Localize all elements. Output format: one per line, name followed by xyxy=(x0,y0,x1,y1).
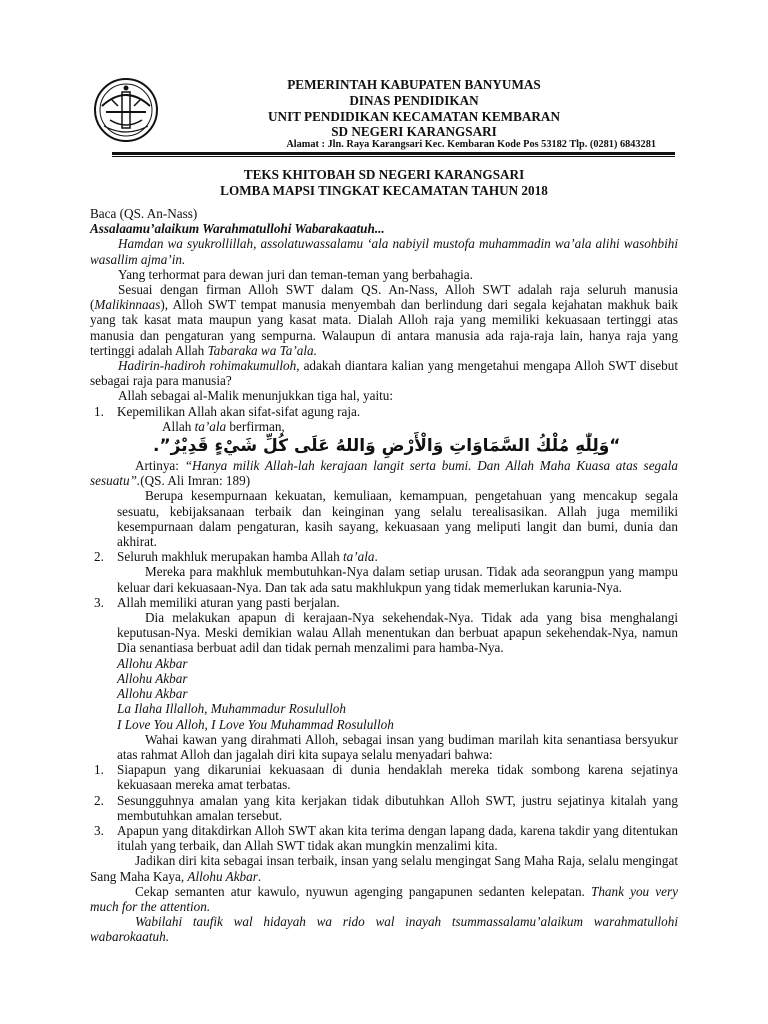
firman-intro-b: berfirman, xyxy=(226,418,285,434)
al-malik-points xyxy=(90,404,678,732)
salutation: Yang terhormat para dewan juri dan teman-teman yang berbahagia. xyxy=(118,266,473,282)
letterhead-address: Alamat : Jln. Raya Karangsari Kec. Kembaran Kode Pos 53182 Tlp. (0281) 6843281 xyxy=(286,139,656,150)
list-item-text: Apapun yang ditakdirkan Alloh SWT akan kita terima dengan lapang dada, karena takdir yang ditentukan itulah yang terbaik, dan Allah SWT tidak akan mungkin menzalimi kita. xyxy=(117,822,678,854)
translation-label: Artinya: xyxy=(135,458,185,474)
hadirin-question: , adakah diantara kalian yang mengetahui mengapa Alloh SWT disebut sebagai raja para manusia? xyxy=(90,358,678,389)
list-number: 1. xyxy=(94,403,104,419)
point-heading-term: ta’ala xyxy=(342,549,375,565)
list-number: 3. xyxy=(94,594,104,610)
arabic-verse xyxy=(117,434,678,458)
list-number: 2. xyxy=(94,549,104,565)
closing-javanese: Cekap semanten atur kawulo, nyuwun agenging pangapunen sedanten kelepatan. xyxy=(135,883,591,899)
jadikan-text-b: . xyxy=(257,868,262,884)
title-line-2: LOMBA MAPSI TINGKAT KECAMATAN TAHUN 2018 xyxy=(220,182,548,198)
point-heading-a: Seluruh makhluk merupakan hamba Allah xyxy=(117,549,343,565)
firman-intro-term: ta’ala xyxy=(194,418,227,434)
paragraph-firman xyxy=(90,282,678,358)
document-title xyxy=(90,167,678,198)
verse-translation xyxy=(90,458,678,488)
letterhead-divider xyxy=(112,152,675,157)
firman-intro xyxy=(117,419,678,434)
list-item xyxy=(90,762,678,792)
opening-greeting: Assalaamu’alaikum Warahmatullohi Wabarakaatuh... xyxy=(90,221,385,237)
title-line-1: TEKS KHITOBAH SD NEGERI KARANGSARI xyxy=(243,167,525,182)
point-heading: Allah memiliki aturan yang pasti berjalan. xyxy=(117,594,340,610)
list-number: 3. xyxy=(94,822,104,838)
takbir-line-3: Allohu Akbar xyxy=(117,686,188,702)
list-item xyxy=(90,549,678,595)
list-item xyxy=(90,793,678,823)
translation-source: (QS. Ali Imran: 189) xyxy=(140,473,251,489)
list-item xyxy=(90,823,678,853)
speech-body xyxy=(90,206,678,945)
hadirin-address: Hadirin-hadiroh rohimakumulloh xyxy=(118,358,297,374)
point-explanation: Dia melakukan apapun di kerajaan-Nya sekehendak-Nya. Tidak ada yang bisa menghalangi keputusan-Nya. Meski demikian walau Allah menentukan dan berbuat apapun sekehendak-Nya, namun Dia senantiasa berbuat adil dan tidak pernah menzalimi para hamba-Nya. xyxy=(117,610,678,656)
translation-text: “Hanya milik Allah-lah kerajaan langit serta bumi. Dan Allah Maha Kuasa atas segala sesuatu”. xyxy=(90,458,678,489)
paragraph-firman-term: Malikinnaas xyxy=(94,297,161,313)
point-heading: Kepemilikan Allah akan sifat-sifat agung raja. xyxy=(117,403,361,419)
paragraph-wahai: Wahai kawan yang dirahmati Alloh, sebagai insan yang budiman marilah kita senantiasa bersyukur atas rahmat Alloh dan jagalah diri kita supaya selalu menyadari bahwa: xyxy=(117,731,678,762)
paragraph-firman-term-2: Tabaraka wa Ta’ala. xyxy=(207,342,317,358)
point-heading-b: . xyxy=(374,549,378,565)
list-number: 1. xyxy=(94,762,104,778)
firman-intro-a: Allah xyxy=(162,418,195,434)
point-explanation: Berupa kesempurnaan kekuatan, kemuliaan, kemampuan, pengetahuan yang mencakup segala sesuatu, kebijaksanaan terbaik dan keinginan yang selalu terealisasikan. Allah juga memiliki kesempurnaan dalam pengaturan, kasih sayang, kekuasaan yang meliputi langit dan bumi, dunia dan akhirat. xyxy=(117,488,678,550)
jadikan-takbir: Allohu Akbar xyxy=(187,868,258,884)
paragraph-al-malik: Allah sebagai al-Malik menunjukkan tiga hal, yaitu: xyxy=(118,388,394,404)
letterhead-line-4: SD NEGERI KARANGSARI xyxy=(331,124,497,140)
paragraph-firman-text-b: ), Alloh SWT tempat manusia menyembah dan berlindung dari segala kejahatan makhuk baik yang tak kasat mata maupun yang kasat mata. Dialah Alloh raja yang memiliki kekuasaan tertinggi atas manusia dan pengaturan yang sempurna. Walaupun di antara manusia ada raja-raja lain, hanya raja yang tertinggi adalah Allah xyxy=(90,297,678,358)
takbir-line-1: Allohu Akbar xyxy=(117,655,188,671)
reading-reference: Baca (QS. An-Nass) xyxy=(90,206,198,221)
document-page xyxy=(90,0,678,1024)
list-item xyxy=(90,404,678,550)
paragraph-firman-text-a: Sesuai dengan firman Alloh SWT dalam QS. An-Nass, Alloh SWT adalah raja seluruh manusia ( xyxy=(90,282,678,313)
arabic-verse-text: “وَلِلّٰهِ مُلْكُ السَّمَاوَاتِ وَالْأَرْضِ وَاللهُ عَلَى كُلِّ شَيْءٍ قَدِيْرٌ”. xyxy=(153,436,621,457)
letterhead-line-3: UNIT PENDIDIKAN KECAMATAN KEMBARAN xyxy=(268,108,560,124)
opening-praise: Hamdan wa syukrollillah, assolatuwassalamu ‘ala nabiyil mustofa muhammadin wa’ala alihi wasohbihi wasallim ajma’in. xyxy=(90,236,678,267)
list-item-text: Sesungguhnya amalan yang kita kerjakan tidak dibutuhkan Alloh SWT, justru sejatinya kitalah yang membutuhkan amalan tersebut. xyxy=(117,792,678,823)
letterhead-line-2: DINAS PENDIDIKAN xyxy=(349,92,479,108)
takbir-line-2: Allohu Akbar xyxy=(117,670,188,686)
paragraph-hadirin xyxy=(90,358,678,388)
jadikan-text-a: Jadikan diri kita sebagai insan terbaik, insan yang selalu mengingat Sang Maha Raja, selalu mengingat Sang Maha Kaya, xyxy=(90,853,678,884)
closing-english: Thank you very much for the attention. xyxy=(90,883,678,914)
paragraph-jadikan xyxy=(90,853,678,883)
tahlil-line: La Ilaha Illalloh, Muhammadur Rosululloh xyxy=(117,701,346,717)
point-explanation: Mereka para makhluk membutuhkan-Nya dalam setiap urusan. Tidak ada seorangpun yang mampu keluar dari kekuasaan-Nya. Dan tak ada satu makhlukpun yang tidak memerlukan karunia-Nya. xyxy=(117,564,678,595)
list-number: 2. xyxy=(94,792,104,808)
reminder-list xyxy=(90,762,678,853)
letterhead xyxy=(90,77,678,140)
list-item-text: Siapapun yang dikaruniai kekuasaan di dunia hendaklah mereka tidak sombong karena sejatinya kekuasaan mereka amat terbatas. xyxy=(117,762,678,793)
love-line: I Love You Alloh, I Love You Muhammad Rosululloh xyxy=(117,716,394,732)
letterhead-line-1: PEMERINTAH KABUPATEN BANYUMAS xyxy=(287,77,541,92)
paragraph-closing xyxy=(90,884,678,914)
closing-greeting: Wabilahi taufik wal hidayah wa rido wal inayah tsummassalamu’alaikum warahmatullohi wabarokaatuh. xyxy=(90,914,678,945)
list-item xyxy=(90,595,678,732)
